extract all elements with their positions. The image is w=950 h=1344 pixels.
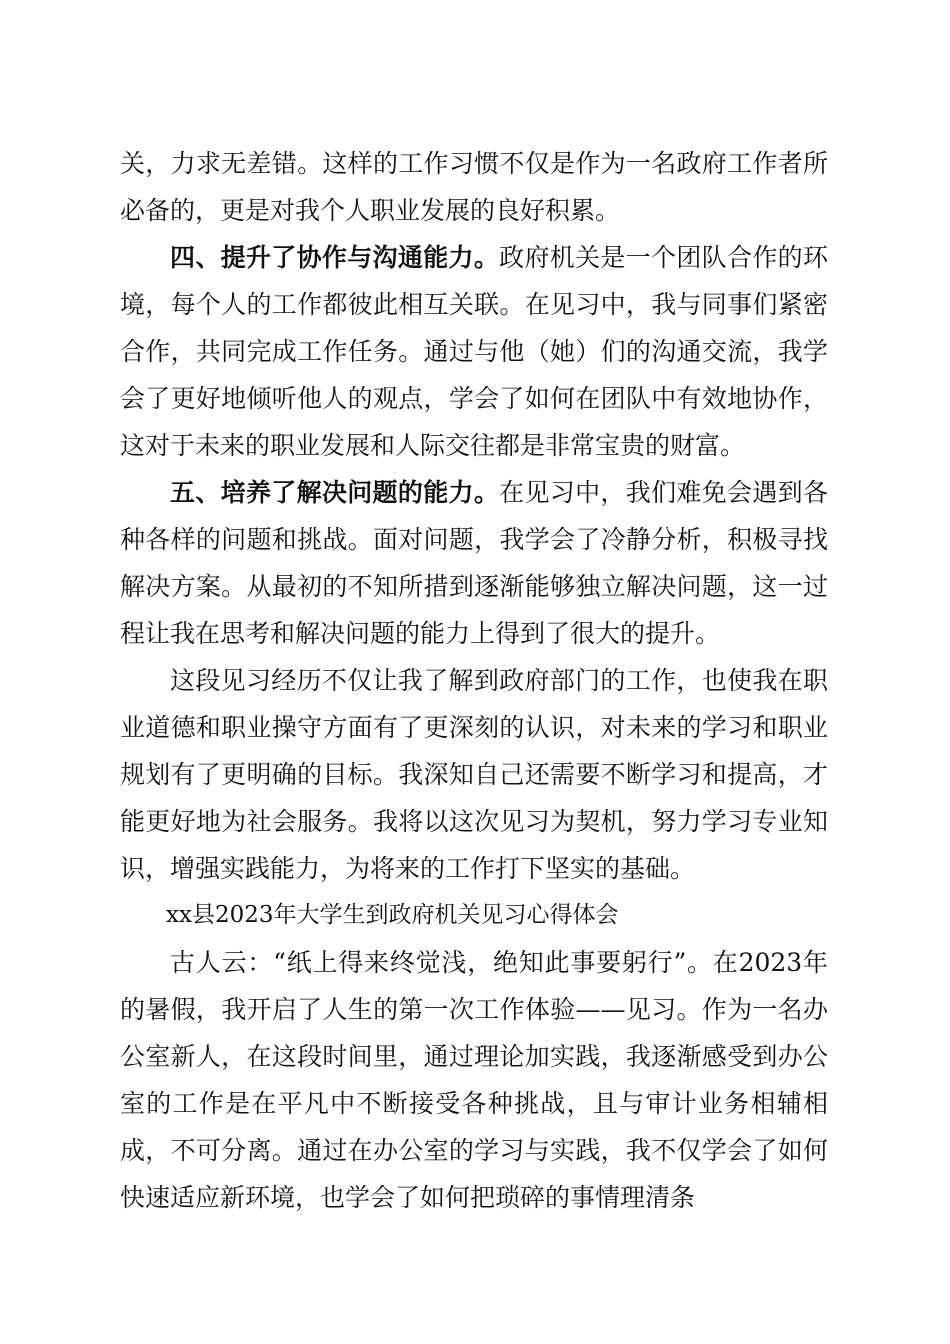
article-title-text: xx县2023年大学生到政府机关见习心得体会 — [166, 902, 619, 928]
paragraph-text: 这段见习经历不仅让我了解到政府部门的工作，也使我在职业道德和职业操守方面有了更深刻的认识，对未来的学习和职业规划有了更明确的目标。我深知自己还需要不断学习和提高，才能更好地为社会服务。我将以这次见习为契机，努力学习专业知识，增强实践能力，为将来的工作打下坚实的基础。 — [120, 666, 828, 883]
document-page — [120, 140, 828, 1221]
section-heading-five: 五、培养了解决问题的能力。 — [170, 478, 500, 507]
paragraph-collaboration — [120, 234, 828, 469]
paragraph-text: 在见习中，我们难免会遇到各种各样的问题和挑战。面对问题，我学会了冷静分析，积极寻找解决方案。从最初的不知所措到逐渐能够独立解决问题，这一过程让我在思考和解决问题的能力上得到了很大的提升。 — [120, 478, 828, 648]
paragraph-text: 政府机关是一个团队合作的环境，每个人的工作都彼此相互关联。在见习中，我与同事们紧密合作，共同完成工作任务。通过与他（她）们的沟通交流，我学会了更好地倾听他人的观点，学会了如何在团队中有效地协作，这对于未来的职业发展和人际交往都是非常宝贵的财富。 — [120, 243, 828, 460]
paragraph-intro — [120, 939, 828, 1221]
article-title — [120, 892, 828, 939]
paragraph-text: 古人云：“纸上得来终觉浅，绝知此事要躬行”。在2023年的暑假，我开启了人生的第一次工作体验——见习。作为一名办公室新人，在这段时间里，通过理论加实践，我逐渐感受到办公室的工作是在平凡中不断接受各种挑战，且与审计业务相辅相成，不可分离。通过在办公室的学习与实践，我不仅学会了如何快速适应新环境，也学会了如何把琐碎的事情理清条 — [120, 948, 828, 1212]
paragraph-problem-solving — [120, 469, 828, 657]
paragraph-continuation — [120, 140, 828, 234]
section-heading-four: 四、提升了协作与沟通能力。 — [170, 243, 500, 272]
paragraph-conclusion — [120, 657, 828, 892]
paragraph-text: 关，力求无差错。这样的工作习惯不仅是作为一名政府工作者所必备的，更是对我个人职业发展的良好积累。 — [120, 149, 828, 225]
